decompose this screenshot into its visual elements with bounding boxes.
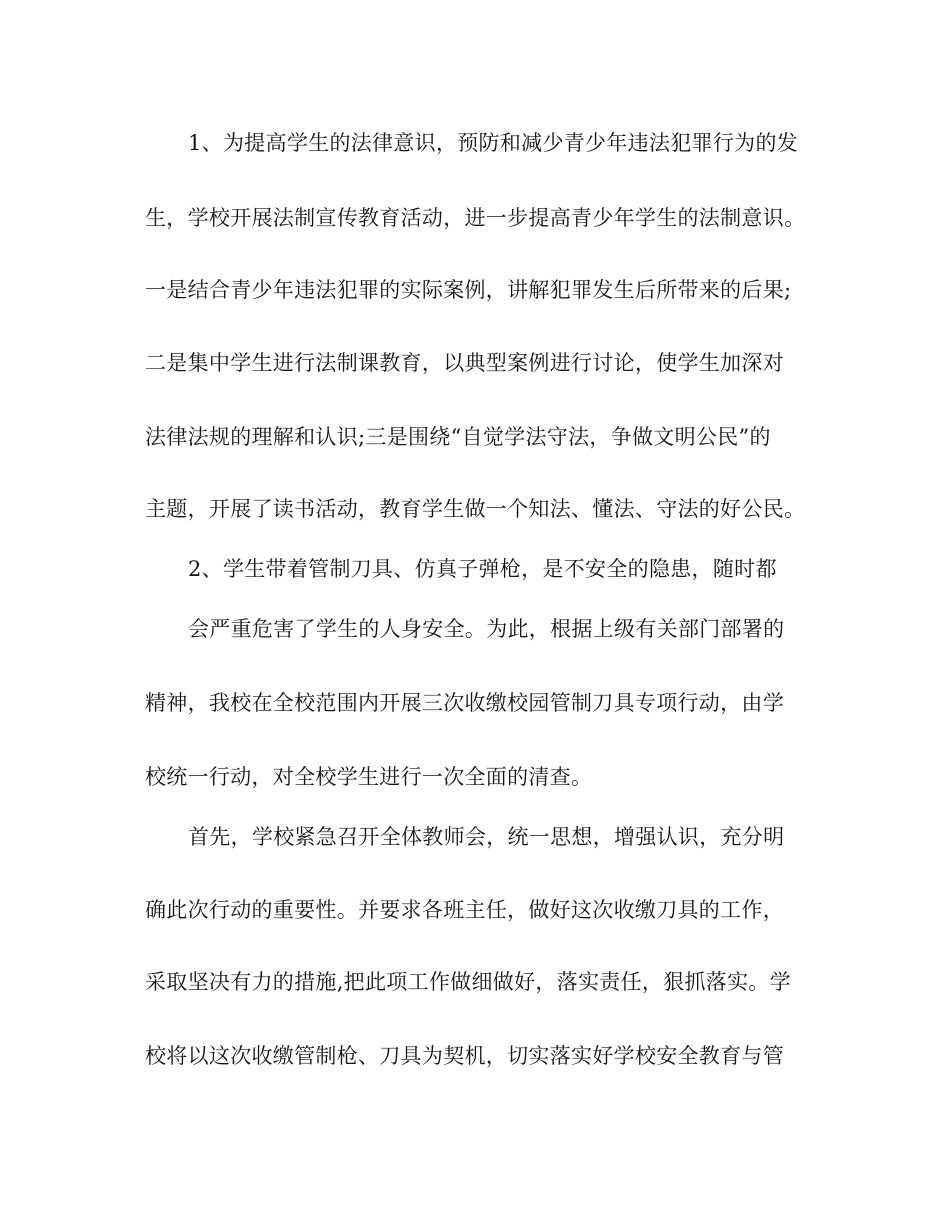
paragraph-line: 确此次行动的重要性。并要求各班主任，做好这次收缴刀具的工作， — [145, 898, 784, 922]
paragraph-line: 2、学生带着管制刀具、仿真子弹枪，是不安全的隐患，随时都 — [188, 557, 777, 581]
paragraph-line: 生，学校开展法制宣传教育活动，进一步提高青少年学生的法制意识。 — [145, 206, 806, 230]
paragraph-line: 校统一行动，对全校学生进行一次全面的清查。 — [145, 765, 593, 789]
paragraph-line: 校将以这次收缴管制枪、刀具为契机，切实落实好学校安全教育与管 — [145, 1044, 784, 1068]
paragraph-line: 主题，开展了读书活动，教育学生做一个知法、懂法、守法的好公民。 — [145, 497, 806, 521]
paragraph-line: 1、为提高学生的法律意识，预防和减少青少年违法犯罪行为的发 — [188, 131, 799, 155]
paragraph-line: 会严重危害了学生的人身安全。为此，根据上级有关部门部署的 — [188, 617, 785, 641]
paragraph-line: 二是集中学生进行法制课教育，以典型案例进行讨论，使学生加深对 — [145, 351, 784, 375]
paragraph-line: 首先，学校紧急召开全体教师会，统一思想，增强认识，充分明 — [188, 825, 785, 849]
paragraph-line: 精神，我校在全校范围内开展三次收缴校园管制刀具专项行动，由学 — [145, 691, 784, 715]
paragraph-line: 法律法规的理解和认识;三是围绕“自觉学法守法，争做文明公民”的 — [145, 425, 771, 449]
paragraph-line: 采取坚决有力的措施,把此项工作做细做好，落实责任，狠抓落实。学 — [145, 970, 791, 994]
paragraph-line: 一是结合青少年违法犯罪的实际案例，讲解犯罪发生后所带来的后果; — [145, 278, 792, 302]
